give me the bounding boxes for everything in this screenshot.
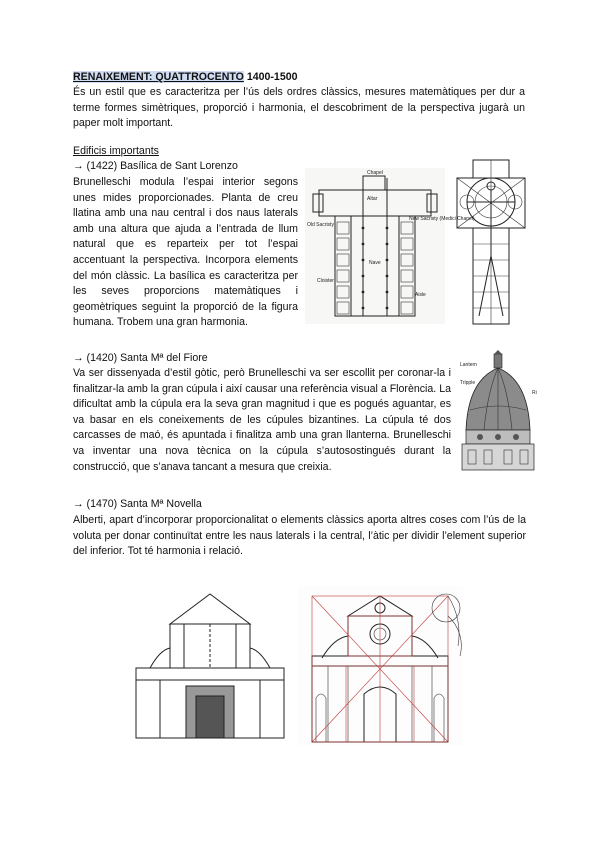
building-text-santa-maria-novella: Alberti, apart d’incorporar proporcionalitat o elements clàssics aporta altres coses com l’ús de la voluta per donar continuïtat entre les naus laterals i la central, l’àtic per dividir l’element superior del inferior. Tot té harmonia i relació. [73,514,526,558]
santa-maria-novella-facade-proportions [298,586,463,746]
plan-label-new-sacristy: New Sacristy (Medici Chapel) [409,216,475,222]
building-heading-santa-maria-novella: → (1470) Santa Mª Novella [73,498,202,510]
plan-label-old-sacristy: Old Sacristy [307,222,334,228]
title-dates: 1400-1500 [246,71,298,83]
title-highlight: RENAIXEMENT: QUATTROCENTO [73,71,244,83]
building-text-san-lorenzo: Brunelleschi modula l’espai interior segons unes mides proporcionades. Planta de creu llatina amb una nau central i dos naus laterals amb una altura que ajuda a l’entrada de llum natural que es reparteix per tot l’espai accentuant la perspectiva. Incorpora elements del món clàssic. La basílica es caracteritza per les seves proporcions matemàtiques i geomètriques seguint la proporció de la figura humana. Trobem una gran harmonia. [73,176,298,329]
building-heading-san-lorenzo: → (1422) Basílica de Sant Lorenzo [73,160,238,172]
plan-label-nave: Nave [369,260,381,266]
santa-maria-novella-schematic [130,588,290,740]
dome-label-tripple: Tripple [460,380,476,386]
plan-label-aisle: Aisle [415,292,426,298]
dome-label-ri: Ri [532,390,537,396]
intro-paragraph: És un estil que es caracteritza per l’ús dels ordres clàssics, mesures matemàtiques per dur a terme formes simètriques, proporció i harmonia, el descobriment de la perspectiva jugarà un paper molt important. [73,86,525,130]
dome-label-lantern: Lantern [460,362,477,368]
section-heading: Edificis importants [73,145,159,157]
page-title [73,71,298,83]
building-heading-santa-maria-del-fiore: → (1420) Santa Mª del Fiore [73,352,208,364]
san-lorenzo-proportion-diagram [455,156,527,328]
plan-label-altar: Altar [367,196,378,202]
building-text-santa-maria-del-fiore: Va ser dissenyada d’estil gòtic, però Brunelleschi va ser escollit per coronar-la i finalitzar-la amb la gran cúpula i així causar una referència visual a Florència. La dificultat amb la cúpula era la seva gran magnitud i que es pogués aguantar, es va basar en els coneixements de les cúpules bizantines. La cúpula té dos carcasses de maó, és apuntada i finalitza amb una gran llanterna. Brunelleschi va inventar una nova tècnica on la cúpula s’autosostingués durant la construcció, que s’anava tancant a mesura que creixia. [73,367,451,473]
plan-label-chapel: Chapel [367,170,383,176]
plan-label-cloister: Cloister [317,278,334,284]
duomo-dome-illustration [458,350,540,476]
san-lorenzo-floor-plan [305,168,475,324]
